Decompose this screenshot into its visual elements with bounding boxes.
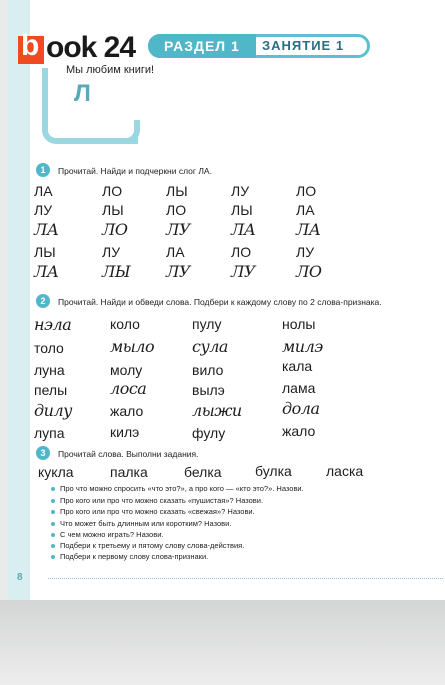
question-item: Про кого или про что можно сказать «свежая»? Назови. [60,507,255,516]
word: вылэ [192,382,225,398]
cursive-word: дилу [34,401,72,420]
page-number: 8 [17,572,23,583]
question-item: С чем можно играть? Назови. [60,530,164,539]
question-item: Подбери к первому слову слова-признаки. [60,552,209,561]
syllable: ЛУ [296,244,315,260]
section-label-box [148,34,256,58]
question-item: Подбери к третьему и пятому слову слова-действия. [60,541,245,550]
cursive-word: лыжи [192,401,242,420]
syllable: ЛО [102,183,123,199]
lesson-label: ЗАНЯТИЕ 1 [262,38,345,53]
question-item: Про кого или про что можно сказать «пушистая»? Назови. [60,496,264,505]
word: жало [282,423,316,439]
syllable: ЛО [231,244,252,260]
question-item: Про что можно спросить «что это?», а про кого — «кто это?». Назови. [60,484,304,493]
cursive-word: мыло [110,337,155,356]
task-instruction: Прочитай. Найди и подчеркни слог ЛА. [58,166,212,176]
task3-word: ласка [326,463,364,479]
cursive-syllable: ЛА [296,220,321,239]
syllable: ЛА [34,183,53,199]
syllable: ЛЫ [166,183,188,199]
cursive-syllable: ЛЫ [102,262,131,281]
task-number: 1 [36,163,50,177]
task3-word: белка [184,464,222,480]
task3-word: палка [110,464,148,480]
word: жало [110,403,144,419]
word: луна [34,362,65,378]
word: лупа [34,425,65,441]
footer-divider [48,578,443,579]
cursive-syllable: ЛА [34,220,59,239]
question-item: Что может быть длинным или коротким? Назови. [60,519,232,528]
topic-frame-corner [108,120,140,144]
cursive-syllable: ЛО [296,262,322,281]
cursive-word: лоса [110,379,147,398]
word: кала [282,358,313,374]
task-instruction: Прочитай слова. Выполни задания. [58,449,199,459]
cursive-word: сула [192,337,228,356]
syllable: ЛА [296,202,315,218]
word: нолы [282,316,316,332]
word: вило [192,362,224,378]
task3-word: кукла [38,464,74,480]
word: килэ [110,424,140,440]
cursive-syllable: ЛА [34,262,59,281]
cursive-syllable: ЛУ [166,262,190,281]
syllable: ЛУ [102,244,121,260]
syllable: ЛА [166,244,185,260]
cursive-word: нэла [34,315,72,334]
word: пелы [34,382,68,398]
page-shadow [0,600,445,685]
left-margin-band [8,0,30,600]
word: фулу [192,425,226,441]
word: молу [110,362,143,378]
cursive-word: милэ [282,337,323,356]
word: коло [110,316,140,332]
syllable: ЛУ [34,202,53,218]
syllable: ЛО [166,202,187,218]
syllable: ЛО [296,183,317,199]
cursive-word: дола [282,399,320,418]
logo-tagline: Мы любим книги! [66,64,155,76]
cursive-syllable: ЛО [102,220,128,239]
logo-text: ook 24 [46,31,136,64]
word: толо [34,340,64,356]
cursive-syllable: ЛУ [166,220,190,239]
syllable: ЛЫ [34,244,56,260]
task-instruction: Прочитай. Найди и обведи слова. Подбери к каждому слову по 2 слова-признака. [58,297,382,307]
task-number: 3 [36,446,50,460]
task-number: 2 [36,294,50,308]
syllable: ЛЫ [102,202,124,218]
word: лама [282,380,316,396]
syllable: ЛУ [231,183,250,199]
logo-letter: b [21,29,40,62]
cursive-syllable: ЛУ [231,262,255,281]
section-label: РАЗДЕЛ 1 [164,38,240,54]
topic-letter: Л [74,80,91,107]
syllable: ЛЫ [231,202,253,218]
task3-word: булка [255,463,292,479]
cursive-syllable: ЛА [231,220,256,239]
word: пулу [192,316,222,332]
